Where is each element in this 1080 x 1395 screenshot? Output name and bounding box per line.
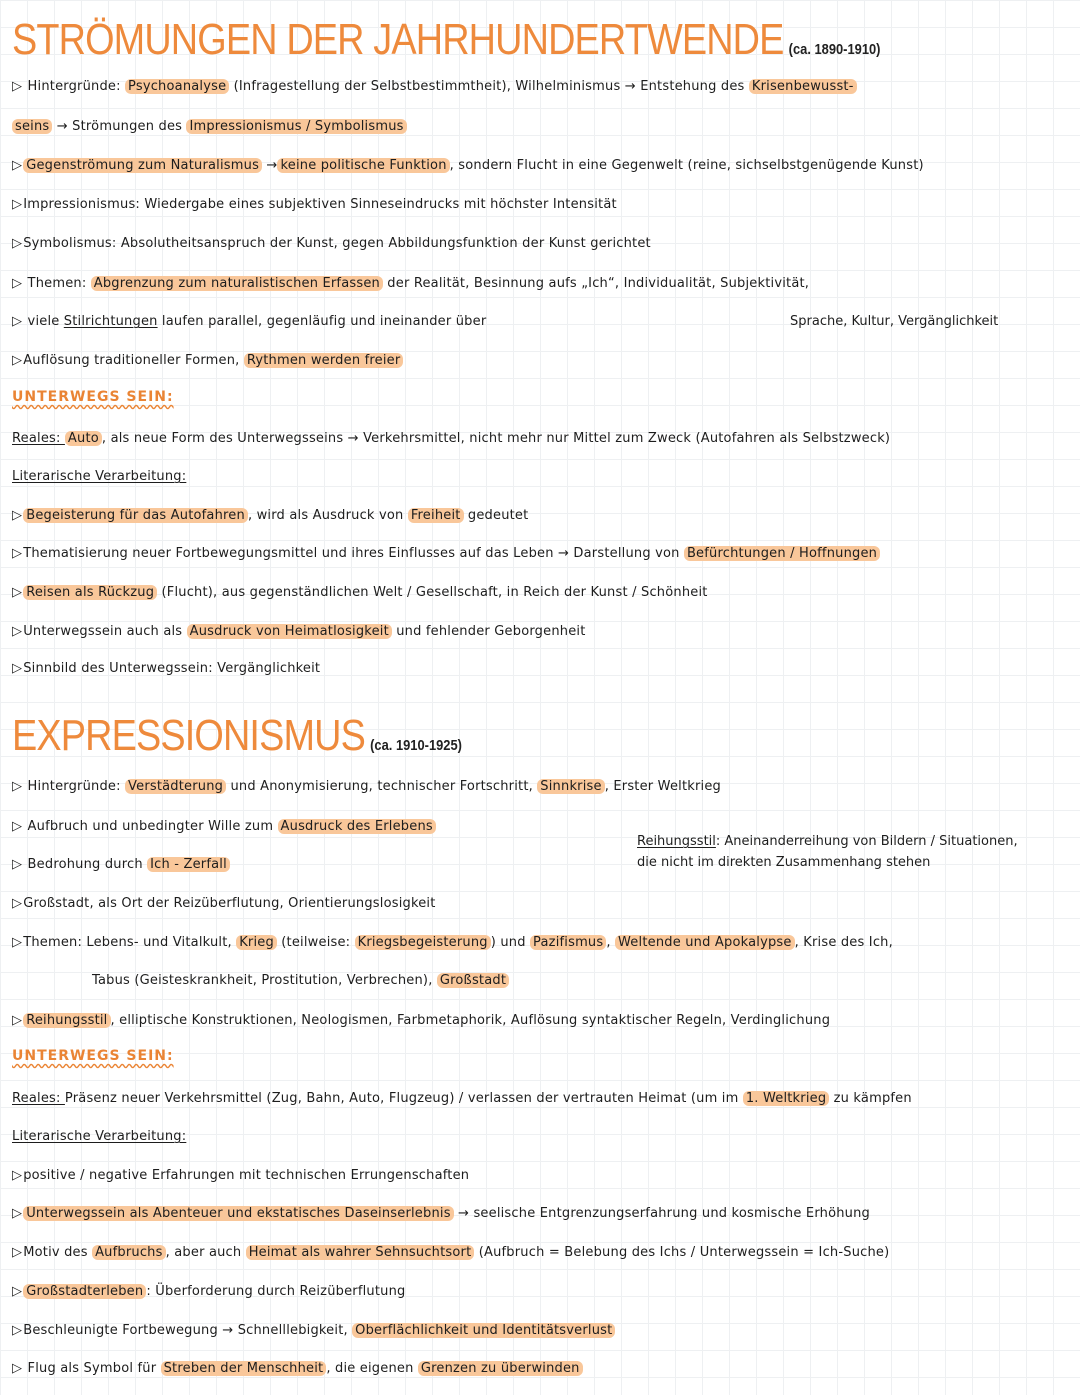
note-line: ▷ Reihungsstil , elliptische Konstruktionen, Neologismen, Farbmetaphorik, Auflösung syntaktischer Regeln, Verdinglichung <box>12 1013 831 1028</box>
note-line: ▷Großstadt, als Ort der Reizüberflutung, Orientierungslosigkeit <box>12 896 436 911</box>
note-line: ▷positive / negative Erfahrungen mit technischen Errungenschaften <box>12 1168 470 1183</box>
note-line: ▷ Hintergründe: Psychoanalyse (Infragestellung der Selbstbestimmtheit), Wilhelminismus → Entstehung des Krisenbewusst- <box>12 78 857 96</box>
note-line: Tabus (Geisteskrankheit, Prostitution, Verbrechen), Großstadt <box>92 972 509 990</box>
note-line: ▷Beschleunigte Fortbewegung → Schnelllebigkeit, Oberflächlichkeit und Identitätsverlust <box>12 1322 615 1340</box>
note-line: ▷ Hintergründe: Verstädterung und Anonymisierung, technischer Fortschritt, Sinnkrise , Erster Weltkrieg <box>12 779 722 794</box>
note-line: ▷Themen: Lebens- und Vitalkult, Krieg (teilweise: Kriegsbegeisterung ) und Pazifismus , Weltende und Apokalypse , Krise des Ich, <box>12 935 893 950</box>
note-line: ▷ Reisen als Rückzug (Flucht), aus gegenständlichen Welt / Gesellschaft, in Reich der Kunst / Schönheit <box>12 585 708 600</box>
note-line: ▷Auflösung traditioneller Formen, Rythmen werden freier <box>12 352 403 370</box>
note-line: ▷ Begeisterung für das Autofahren , wird als Ausdruck von Freiheit gedeutet <box>12 508 529 523</box>
section-title-expressionismus: EXPRESSIONISMUS (ca. 1910-1925) <box>12 711 462 760</box>
note-line: Literarische Verarbeitung: <box>12 1129 187 1144</box>
note-line: ▷ Aufbruch und unbedingter Wille zum Ausdruck des Erlebens <box>12 818 436 836</box>
section-title-stroemungen: STRÖMUNGEN DER JAHRHUNDERTWENDE (ca. 1890-1910) <box>12 15 881 64</box>
note-line: ▷Thematisierung neuer Fortbewegungsmittel und ihres Einflusses auf das Leben → Darstellung von Befürchtungen / Hoffnungen <box>12 545 880 563</box>
note-line: Reales: Auto , als neue Form des Unterwegsseins → Verkehrsmittel, nicht mehr nur Mittel zum Zweck (Autofahren als Selbstzweck) <box>12 431 891 446</box>
note-line: ▷ viele Stilrichtungen laufen parallel, gegenläufig und ineinander über <box>12 314 487 329</box>
subheading-unterwegs: UNTERWEGS SEIN: <box>12 389 174 405</box>
note-line: ▷Motiv des Aufbruchs , aber auch Heimat als wahrer Sehnsuchtsort (Aufbruch = Belebung des Ichs / Unterwegssein = Ich-Suche) <box>12 1245 890 1260</box>
note-line: ▷ Bedrohung durch Ich - Zerfall <box>12 856 230 874</box>
section-dates: (ca. 1910-1925) <box>370 737 462 754</box>
note-line: Literarische Verarbeitung: <box>12 469 187 484</box>
note-line: ▷Unterwegssein auch als Ausdruck von Heimatlosigkeit und fehlender Geborgenheit <box>12 624 586 639</box>
note-line: Reales: Präsenz neuer Verkehrsmittel (Zug, Bahn, Auto, Flugzeug) / verlassen der vertrauten Heimat (um im 1. Weltkrieg zu kämpfen <box>12 1091 912 1106</box>
note-line: ▷ Unterwegssein als Abenteuer und ekstatisches Daseinserlebnis → seelische Entgrenzungserfahrung und kosmische Erhöhung <box>12 1206 870 1221</box>
note-line: ▷Sinnbild des Unterwegssein: Vergänglichkeit <box>12 661 321 676</box>
subheading-unterwegs: UNTERWEGS SEIN: <box>12 1048 174 1064</box>
note-line: seins → Strömungen des Impressionismus / Symbolismus <box>12 118 407 136</box>
section-dates: (ca. 1890-1910) <box>788 41 881 58</box>
note-line: ▷ Themen: Abgrenzung zum naturalistischen Erfassen der Realität, Besinnung aufs „Ich“, Individualität, Subjektivität, <box>12 276 810 291</box>
note-line-continued: Sprache, Kultur, Vergänglichkeit <box>790 314 999 329</box>
note-line: ▷ Großstadterleben : Überforderung durch Reizüberflutung <box>12 1284 406 1299</box>
note-line: ▷Impressionismus: Wiedergabe eines subjektiven Sinneseindrucks mit höchster Intensität <box>12 197 617 212</box>
note-line: ▷ Flug als Symbol für Streben der Menschheit , die eigenen Grenzen zu überwinden <box>12 1360 583 1378</box>
note-line: ▷Symbolismus: Absolutheitsanspruch der Kunst, gegen Abbildungsfunktion der Kunst gerichtet <box>12 236 651 251</box>
side-note: Reihungsstil: Aneinanderreihung von Bildern / Situationen, <box>637 834 1018 849</box>
side-note: die nicht im direkten Zusammenhang stehen <box>637 855 931 870</box>
note-line: ▷ Gegenströmung zum Naturalismus → keine politische Funktion , sondern Flucht in eine Gegenwelt (reine, sichselbstgenügende Kunst) <box>12 158 924 173</box>
